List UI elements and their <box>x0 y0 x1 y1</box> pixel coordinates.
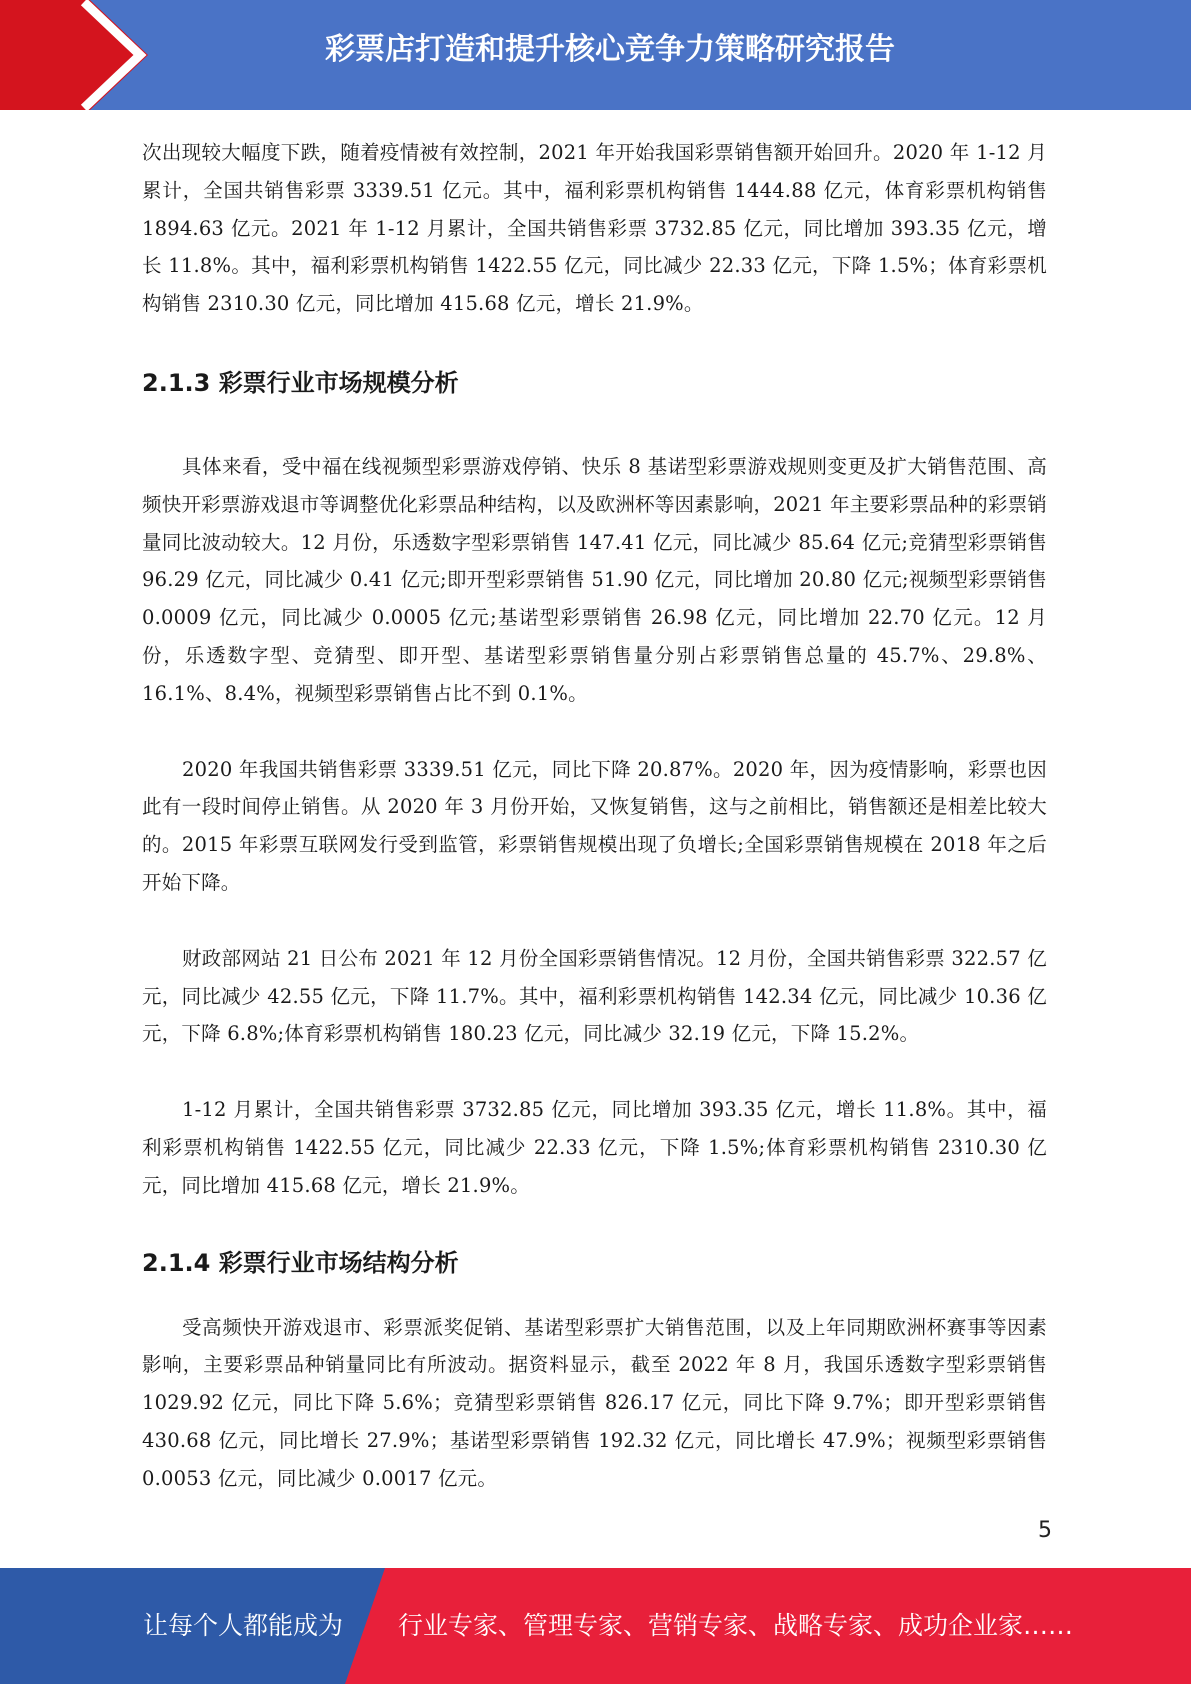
section-heading-2-1-3: 2.1.3 彩票行业市场规模分析 <box>142 368 459 397</box>
page-header <box>0 0 1191 110</box>
footer-slogan-left: 让每个人都能成为 <box>143 1611 344 1640</box>
document-body <box>142 134 1047 1498</box>
paragraph-213-4: 1-12 月累计，全国共销售彩票 3732.85 亿元，同比增加 393.35 亿元，增长 11.8%。其中，福利彩票机构销售 1422.55 亿元，同比减少 22.33 亿元，下降 1.5%;体育彩票机构销售 2310.30 亿元，同比增加 415.68 亿元，增长 21.9%。 <box>142 1098 1047 1197</box>
paragraph-214-1: 受高频快开游戏退市、彩票派奖促销、基诺型彩票扩大销售范围，以及上年同期欧洲杯赛事等因素影响，主要彩票品种销量同比有所波动。据资料显示，截至 2022 年 8 月，我国乐透数字型彩票销售 1029.92 亿元，同比下降 5.6%；竞猜型彩票销售 826.17 亿元，同比下降 9.7%；即开型彩票销售 430.68 亿元，同比增长 27.9%；基诺型彩票销售 192.32 亿元，同比增长 47.9%；视频型彩票销售 0.0053 亿元，同比减少 0.0017 亿元。 <box>142 1315 1047 1490</box>
header-red-arrow <box>0 0 150 110</box>
paragraph-213-2: 2020 年我国共销售彩票 3339.51 亿元，同比下降 20.87%。2020 年，因为疫情影响，彩票也因此有一段时间停止销售。从 2020 年 3 月份开始，又恢复销售，这与之前相比，销售额还是相差比较大的。2015 年彩票互联网发行受到监管，彩票销售规模出现了负增长;全国彩票销售规模在 2018 年之后开始下降。 <box>142 757 1047 894</box>
paragraph-213-1: 具体来看，受中福在线视频型彩票游戏停销、快乐 8 基诺型彩票游戏规则变更及扩大销售范围、高频快开彩票游戏退市等调整优化彩票品种结构，以及欧洲杯等因素影响，2021 年主要彩票品种的彩票销量同比波动较大。12 月份，乐透数字型彩票销售 147.41 亿元，同比减少 85.64 亿元;竞猜型彩票销售 96.29 亿元，同比减少 0.41 亿元;即开型彩票销售 51.90 亿元，同比增加 20.80 亿元;视频型彩票销售 0.0009 亿元，同比减少 0.0005 亿元;基诺型彩票销售 26.98 亿元，同比增加 22.70 亿元。12 月份，乐透数字型、竞猜型、即开型、基诺型彩票销售量分别占彩票销售总量的 45.7%、29.8%、16.1%、8.4%，视频型彩票销售占比不到 0.1%。 <box>142 454 1047 705</box>
paragraph-213-3: 财政部网站 21 日公布 2021 年 12 月份全国彩票销售情况。12 月份，全国共销售彩票 322.57 亿元，同比减少 42.55 亿元，下降 11.7%。其中，福利彩票机构销售 142.34 亿元，同比减少 10.36 亿元，下降 6.8%;体育彩票机构销售 180.23 亿元，同比减少 32.19 亿元，下降 15.2%。 <box>142 946 1047 1046</box>
paragraph-intro: 次出现较大幅度下跌，随着疫情被有效控制，2021 年开始我国彩票销售额开始回升。2020 年 1-12 月累计，全国共销售彩票 3339.51 亿元。其中，福利彩票机构销售 1444.88 亿元，体育彩票机构销售 1894.63 亿元。2021 年 1-12 月累计，全国共销售彩票 3732.85 亿元，同比增加 393.35 亿元，增长 11.8%。其中，福利彩票机构销售 1422.55 亿元，同比减少 22.33 亿元，下降 1.5%；体育彩票机构销售 2310.30 亿元，同比增加 415.68 亿元，增长 21.9%。 <box>142 141 1047 316</box>
page-footer <box>0 1568 1191 1684</box>
report-title: 彩票店打造和提升核心竞争力策略研究报告 <box>325 32 895 67</box>
page-number: 5 <box>1038 1518 1052 1543</box>
section-heading-2-1-4: 2.1.4 彩票行业市场结构分析 <box>142 1248 459 1277</box>
footer-slogan-right: 行业专家、管理专家、营销专家、战略专家、成功企业家…… <box>398 1611 1074 1640</box>
